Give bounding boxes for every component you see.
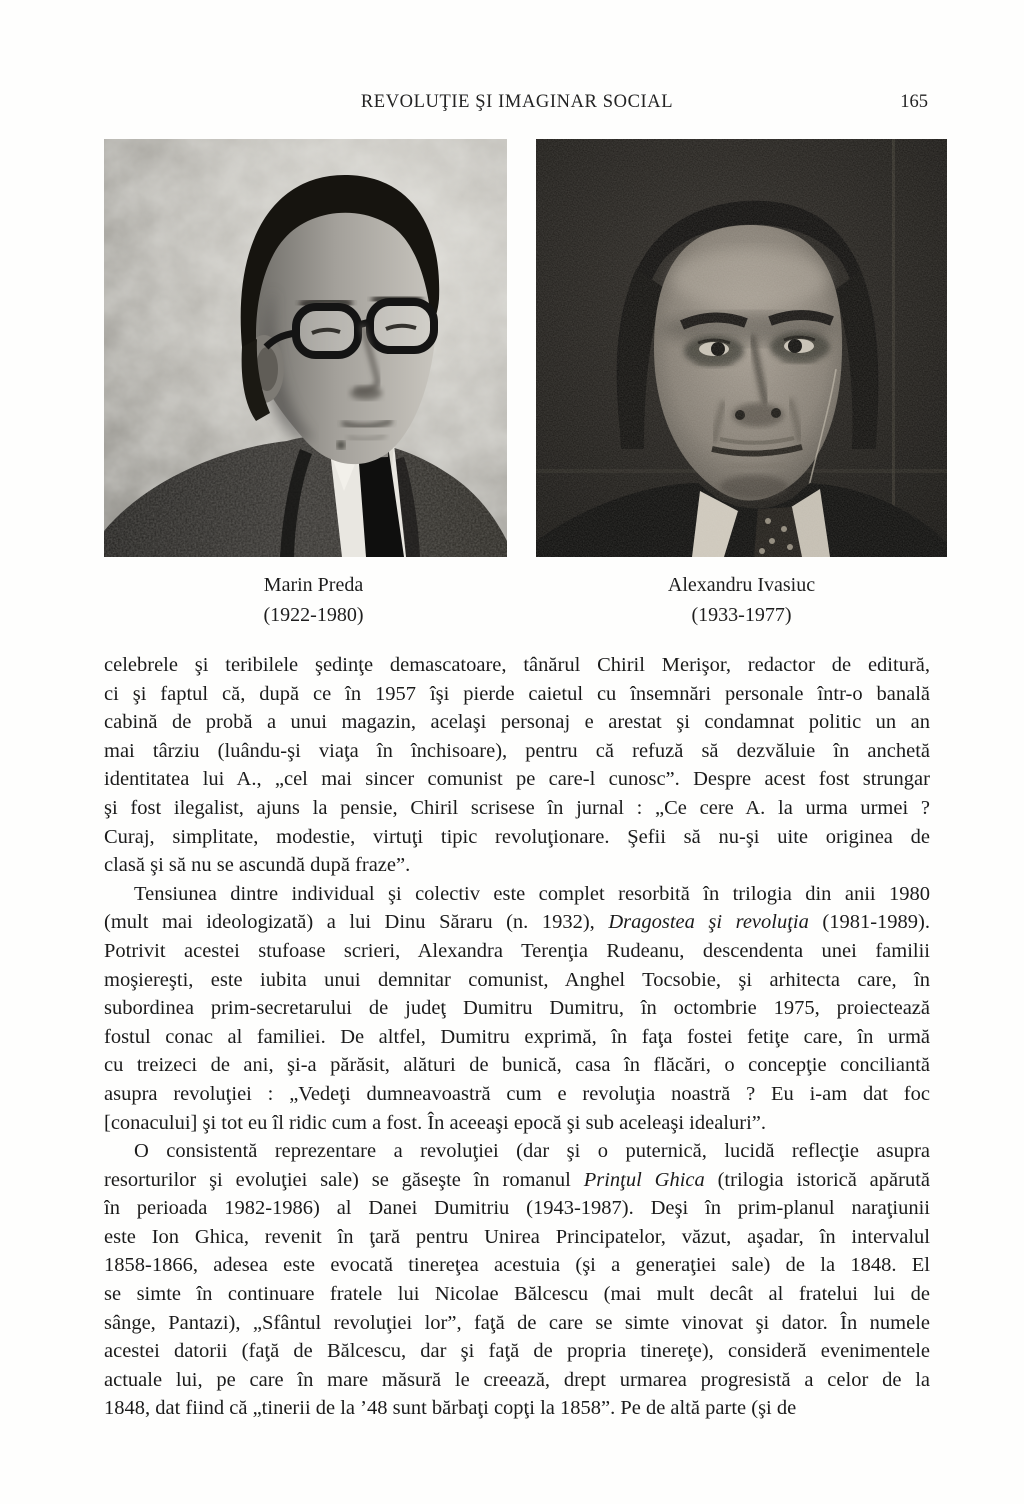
body-line: clasă şi să nu se ascundă după fraze”. [104,854,411,877]
figure-marin-preda [104,139,507,630]
body-line: mai târziu (luându-şi viaţa în închisoare), pentru că refuză să dezvăluie în anchetă [104,739,930,762]
body-line: [conacului] şi tot eu îl ridic cum a fost. În aceeaşi epocă şi sub aceleaşi idealuri”. [104,1111,766,1134]
body-line: Potrivit acestei stufoase scrieri, Alexandra Terenţia Rudeanu, descendenta unei familii [104,939,930,962]
body-line: 1848, dat fiind că „tinerii de la ’48 sunt bărbaţi copţi la 1858”. Pe de altă parte (şi de [104,1397,797,1420]
body-line: cabină de probă a unui magazin, acelaşi personaj e arestat şi condamnat politic un an [104,711,930,734]
body-line: resorturilor şi evoluţiei sale) se găseşte în romanul Prinţul Ghica (trilogia istorică apărută [104,1168,930,1191]
body-line: sânge, Pantazi), „Sfântul revoluţiei lor”, faţă de care se simte vinovat şi dator. În numele [104,1311,930,1334]
body-text [104,651,930,1423]
caption-name: Alexandru Ivasiuc [667,574,816,596]
body-line: asupra revoluţiei : „Vedeţi dumneavoastră cum e revoluţia noastră ? Eu i-am dat foc [104,1082,930,1105]
caption-marin-preda [112,570,515,630]
body-line: acestei datorii (faţă de Bălcescu, dar şi faţă de propria tinereţe), consideră evenimentele [104,1340,930,1363]
photo-alexandru-ivasiuc [536,139,947,557]
body-line: 1858-1866, adesea este evocată tinereţea acestuia (şi a generaţiei sale) de la 1848. El [104,1254,930,1277]
caption-years: (1933-1977) [691,604,792,626]
body-line: fostul conac al familiei. De altfel, Dumitru exprimă, în faţa fostei fetiţe care, în urmă [104,1025,930,1048]
body-line: se simte în continuare fratele lui Nicolae Bălcescu (mai mult decât al fratelui lui de [104,1283,930,1306]
figure-alexandru-ivasiuc [536,139,947,630]
photo-marin-preda [104,139,507,557]
body-line: în perioada 1982-1986) al Danei Dumitriu (1943-1987). Deşi în prim-planul naraţiunii [104,1197,930,1220]
body-line: O consistentă reprezentare a revoluţiei (dar şi o puternică, lucidă reflecţie asupra [134,1140,930,1163]
body-line: (mult mai ideologizată) a lui Dinu Săraru (n. 1932), Dragostea şi revoluţia (1981-1989). [104,911,930,934]
body-line: ci şi faptul că, după ce în 1957 îşi pierde caietul cu însemnări personale într-o banală [104,682,930,705]
body-line: şi fost ilegalist, ajuns la pensie, Chiril scrisese în jurnal : „Ce cere A. la urma urmei ? [104,796,930,819]
body-line: actuale lui, pe care în mare măsură le creează, drept urmarea progresistă a celor de la [104,1368,930,1391]
body-line: identitatea lui A., „cel mai sincer comunist pe care-l cunosc”. Despre acest fost strungar [104,768,930,791]
caption-alexandru-ivasiuc [536,570,947,630]
body-line: este Ion Ghica, revenit în ţară pentru Unirea Principatelor, văzut, aşadar, în intervalul [104,1225,930,1248]
page-header [104,92,930,118]
body-line: Tensiunea dintre individual şi colectiv este complet resorbită în trilogia din anii 1980 [134,882,930,905]
body-line: moşiereşti, este iubita unui demnitar comunist, Anghel Tocsobie, şi arhitecta care, în [104,968,930,991]
caption-years: (1922-1980) [263,604,364,626]
body-line: subordinea prim-secretarului de judeţ Dumitru Dumitru, în octombrie 1975, proiectează [104,997,930,1020]
running-title: REVOLUŢIE ŞI IMAGINAR SOCIAL [360,92,674,112]
body-line: celebrele şi teribilele şedinţe demascatoare, tânărul Chiril Merişor, redactor de editură, [104,654,930,676]
body-line: Curaj, simplitate, modestie, virtuţi tipic revoluţionare. Şefii să nu-şi uite originea de [104,825,930,848]
body-line: cu treizeci de ani, şi-a părăsit, alături de bunică, casa în flăcări, o concepţie conciliantă [104,1054,930,1077]
caption-name: Marin Preda [263,574,364,596]
page-number: 165 [900,92,928,112]
